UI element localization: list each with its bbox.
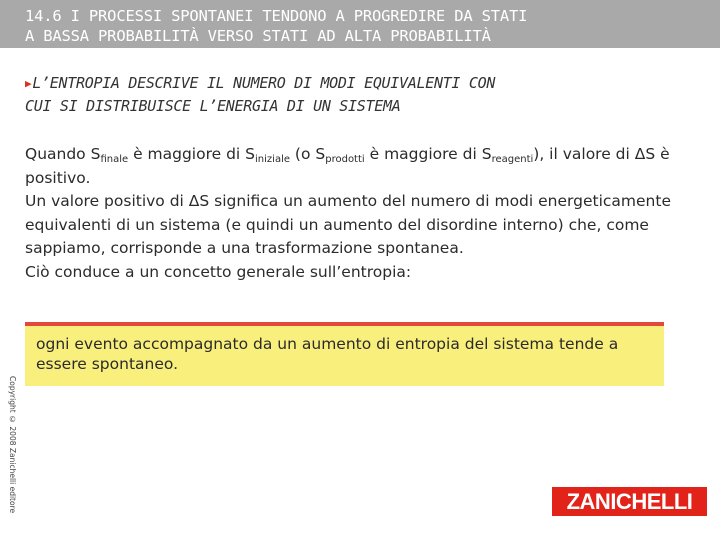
page-title xyxy=(25,6,705,46)
section-subheading xyxy=(25,72,715,117)
p1-text-2: è maggiore di S xyxy=(128,145,256,163)
highlight-box xyxy=(25,322,664,386)
copyright-notice: Copyright © 2008 Zanichelli editore xyxy=(8,376,17,514)
page-title-line-2: A BASSA PROBABILITÀ VERSO STATI AD ALTA PROBABILITÀ xyxy=(25,27,491,45)
subheading-text-1: L’ENTROPIA DESCRIVE IL NUMERO DI MODI EQUIVALENTI CON xyxy=(32,74,496,92)
p1-sub-prodotti: prodotti xyxy=(325,154,365,165)
title-bar xyxy=(0,0,720,48)
p1-sub-iniziale: iniziale xyxy=(255,154,290,165)
highlight-text: ogni evento accompagnato da un aumento di entropia del sistema tende a essere spontaneo. xyxy=(36,335,619,373)
p1-sub-finale: finale xyxy=(100,154,129,165)
paragraph-2: Un valore positivo di ΔS significa un aumento del numero di modi energeticamente equivalenti di un sistema (e quindi un aumento del disordine interno) che, come sappiamo, corrisponde a una trasformazione spontanea. xyxy=(25,192,671,257)
subheading-line-1 xyxy=(25,72,715,95)
p1-text-5: ), il valore di ΔS è positivo. xyxy=(25,145,670,187)
zanichelli-logo: ZANICHELLI xyxy=(552,487,707,516)
body-text xyxy=(25,143,705,284)
paragraph-3: Ciò conduce a un concetto generale sull’entropia: xyxy=(25,262,412,281)
subheading-line-2: CUI SI DISTRIBUISCE L’ENERGIA DI UN SISTEMA xyxy=(25,97,401,115)
p1-text-1: Quando S xyxy=(25,145,101,163)
p1-sub-reagenti: reagenti xyxy=(491,154,534,165)
page-title-line-1: 14.6 I PROCESSI SPONTANEI TENDONO A PROGREDIRE DA STATI xyxy=(25,7,528,25)
p1-text-3: (o S xyxy=(290,145,326,163)
paragraph-1 xyxy=(25,143,705,190)
triangle-bullet-icon: ▶ xyxy=(25,77,32,90)
p1-text-4: è maggiore di S xyxy=(364,145,492,163)
